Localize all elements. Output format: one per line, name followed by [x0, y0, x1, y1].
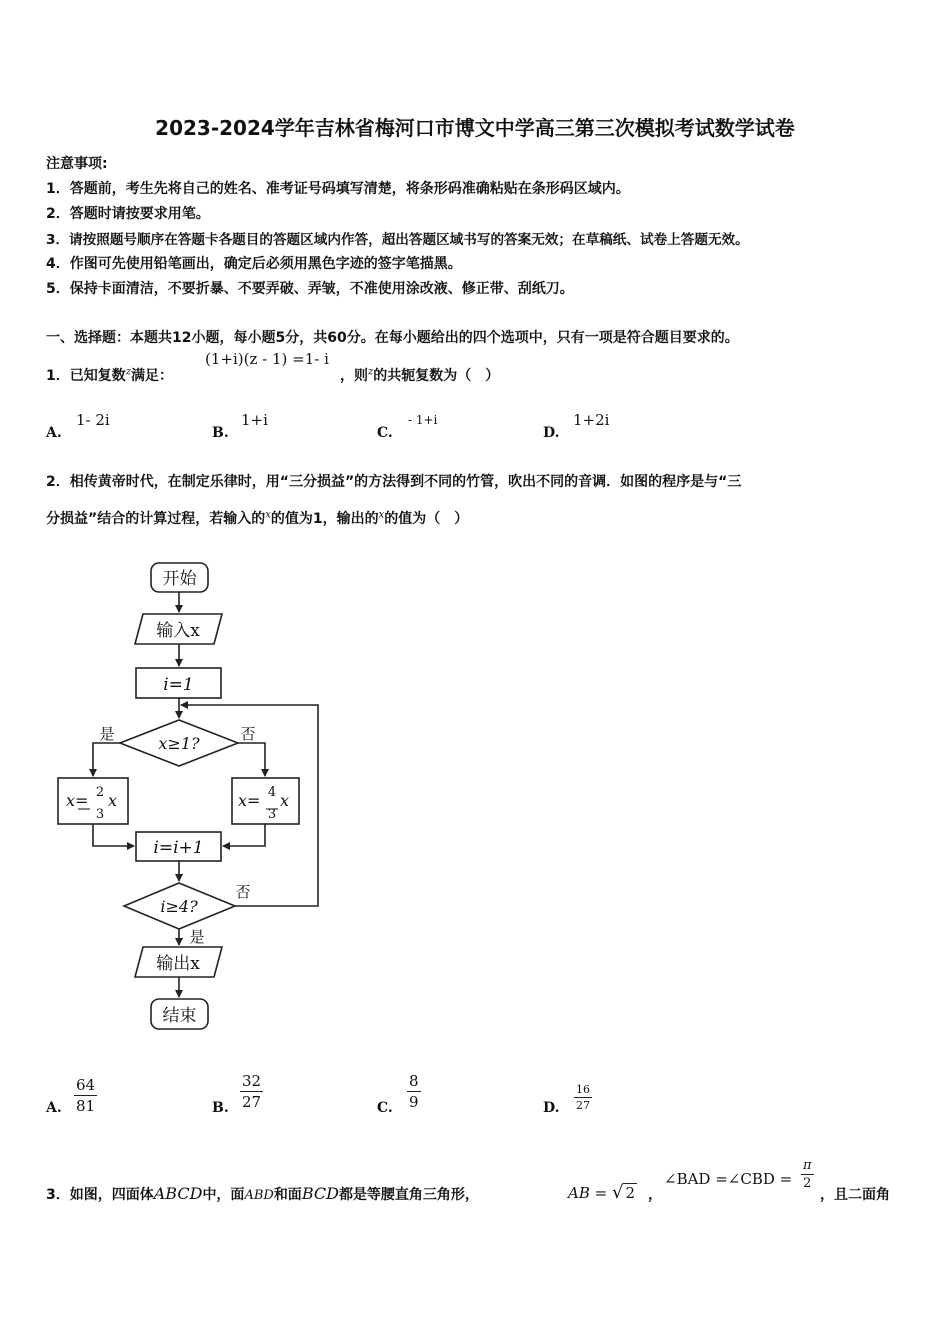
- flow-no-label-2: 否: [235, 883, 251, 901]
- flow-yes-label-1: 是: [99, 725, 115, 743]
- q1-option-d-value[interactable]: 1+2i: [573, 411, 610, 429]
- q2-line2-c: 的值为（ ）: [384, 511, 469, 527]
- q2-option-c-den: 9: [409, 1093, 419, 1111]
- q2-line2-a: 分损益”结合的计算过程，若输入的: [46, 511, 266, 527]
- q3-two: 2: [803, 1176, 812, 1191]
- q2-var: x: [265, 509, 271, 521]
- q3-mid3: 都是等腰直角三角形，: [338, 1187, 479, 1203]
- notice-item: 3．请按照题号顺序在答题卡各题目的答题区域内作答，超出答题区域书写的答案无效；在草稿纸、试卷上答题无效。: [46, 232, 749, 248]
- q3-tetra: ABCD: [153, 1184, 203, 1203]
- q3-comma: ，: [648, 1187, 662, 1203]
- flow-output-label: 输出x: [156, 954, 200, 974]
- q1-equation: (1+i)(z - 1) =1- i: [205, 350, 329, 368]
- q1-option-d-letter[interactable]: D.: [543, 425, 560, 441]
- flow-end-label: 结束: [162, 1006, 197, 1026]
- q1-var2: z: [368, 366, 374, 378]
- flow-left-lhs: x=: [66, 791, 89, 810]
- q2-option-a-num: 64: [76, 1076, 96, 1094]
- q2-option-a-letter[interactable]: A.: [46, 1100, 62, 1116]
- q2-option-b-frac[interactable]: [240, 1072, 263, 1111]
- flow-left-rhs: x: [108, 791, 118, 810]
- flow-right-num: 4: [267, 785, 277, 800]
- q3-mid2: 和面: [273, 1187, 302, 1203]
- q1-suffix-b: 的共轭复数为（ ）: [373, 368, 500, 384]
- q2-option-b-den: 27: [242, 1093, 262, 1111]
- q2-option-c-num: 8: [409, 1072, 419, 1090]
- flow-no-label-1: 否: [240, 725, 256, 743]
- flow-left-den: 3: [95, 807, 105, 822]
- q1-prefix: 1．已知复数: [46, 368, 126, 384]
- flow-right-lhs: x=: [238, 791, 261, 810]
- q1-option-a-value[interactable]: 1- 2i: [76, 411, 110, 429]
- flow-cond2-label: i≥4?: [160, 897, 198, 916]
- q2-option-c-frac[interactable]: [407, 1072, 421, 1111]
- q1-option-b-letter[interactable]: B.: [212, 425, 229, 441]
- q2-line2-b: 的值为1，输出的: [270, 511, 379, 527]
- sqrt-icon: √: [611, 1182, 624, 1203]
- q2-option-d-frac[interactable]: [574, 1083, 592, 1112]
- flow-left-num: 2: [95, 785, 105, 800]
- q3-mid1: 中，面: [202, 1187, 245, 1203]
- page-title: 2023-2024学年吉林省梅河口市博文中学高三第三次模拟考试数学试卷: [155, 116, 795, 140]
- notice-item: 1．答题前，考生先将自己的姓名、准考证号码填写清楚，将条形码准确粘贴在条形码区域内。: [46, 181, 630, 197]
- flow-increment-label: i=i+1: [153, 838, 204, 858]
- q3-ab-expr: [568, 1182, 637, 1203]
- q3-suffix: ，且二面角: [820, 1187, 890, 1203]
- q2-option-c-letter[interactable]: C.: [377, 1100, 393, 1116]
- notice-item: 2．答题时请按要求用笔。: [46, 206, 210, 222]
- notice-item: 4．作图可先使用铅笔画出，确定后必须用黑色字迹的签字笔描黑。: [46, 256, 462, 272]
- q2-option-a-frac[interactable]: [74, 1076, 97, 1115]
- q2-var-b: x: [378, 509, 385, 521]
- flow-cond1-label: x≥1?: [158, 734, 200, 753]
- flow-yes-label-2: 是: [189, 928, 205, 946]
- question-2-line1: 2．相传黄帝时代，在制定乐律时，用“三分损益”的方法得到不同的竹管，吹出不同的音调．如图的程序是与“三: [46, 474, 742, 490]
- q1-option-b-value[interactable]: 1+i: [241, 411, 268, 429]
- q3-pi-frac: [801, 1158, 814, 1191]
- q1-option-c-value[interactable]: - 1+i: [408, 413, 438, 427]
- q3-sqrt-val: 2: [625, 1184, 636, 1202]
- flow-init-label: i=1: [163, 675, 194, 695]
- section-heading: 一、选择题：本题共12小题，每小题5分，共60分。在每小题给出的四个选项中，只有一项是符合题目要求的。: [46, 330, 739, 346]
- notice-item: 5．保持卡面清洁，不要折暴、不要弄破、弄皱，不准使用涂改液、修正带、刮纸刀。: [46, 281, 574, 297]
- q3-angle-eq: ∠BAD =∠CBD =: [664, 1170, 793, 1188]
- q2-option-d-num: 16: [576, 1083, 590, 1096]
- q3-face1: ABD: [244, 1188, 274, 1203]
- q3-face2: BCD: [301, 1184, 339, 1203]
- q2-option-b-num: 32: [242, 1072, 262, 1090]
- q1-var: z: [125, 366, 132, 378]
- q1-suffix-a: ，则: [340, 368, 368, 384]
- notice-heading: 注意事项:: [46, 156, 108, 172]
- q3-ab-eq: AB =: [568, 1184, 608, 1202]
- question-3-stem: [46, 1184, 479, 1204]
- flow-input-label: 输入x: [156, 621, 200, 641]
- q1-mid: 满足：: [131, 368, 174, 384]
- q3-pi: π: [803, 1158, 812, 1173]
- q1-option-c-letter[interactable]: C.: [377, 425, 393, 441]
- q2-option-a-den: 81: [76, 1097, 96, 1115]
- q3-prefix: 3．如图，四面体: [46, 1187, 154, 1203]
- q2-option-d-den: 27: [576, 1099, 590, 1112]
- flow-start-label: 开始: [162, 569, 197, 589]
- flow-right-den: 3: [267, 807, 277, 822]
- q2-option-b-letter[interactable]: B.: [212, 1100, 229, 1116]
- flow-right-rhs: x: [280, 791, 290, 810]
- q2-option-d-letter[interactable]: D.: [543, 1100, 560, 1116]
- q1-option-a-letter[interactable]: A.: [46, 425, 62, 441]
